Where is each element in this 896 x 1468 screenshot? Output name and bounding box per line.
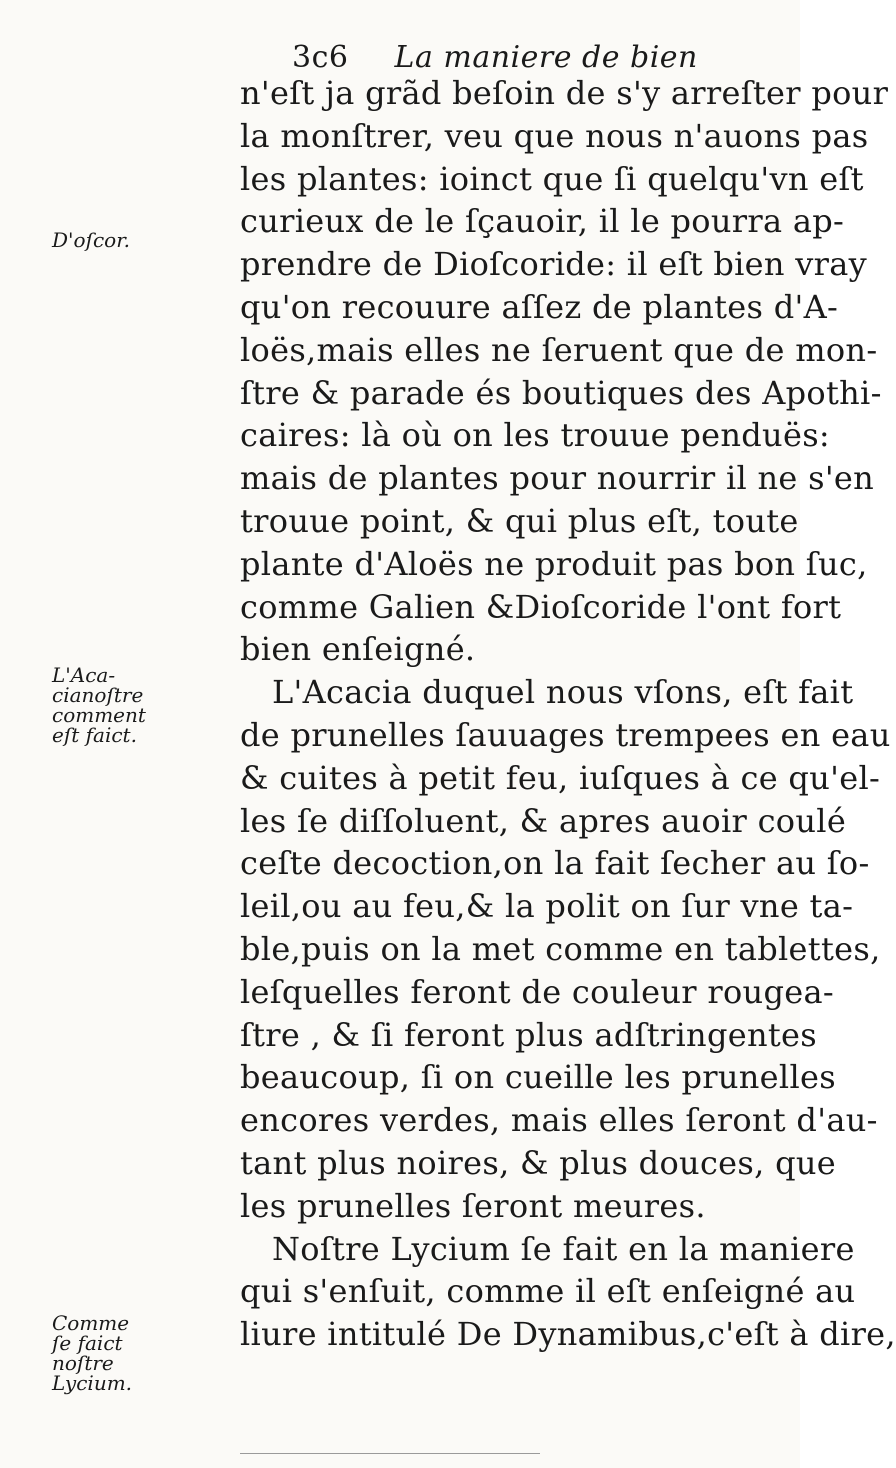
running-header [292,40,698,75]
margin-note-line: noſtre [52,1351,114,1375]
text-line: & cuites à petit feu, iuſques à ce qu'el- [240,758,881,797]
text-line: les plantes: ioinct que ſi quelqu'vn eſt [240,159,864,198]
margin-note-line: Comme [52,1311,130,1335]
margin-note-acacia [52,665,232,745]
text-line: qu'on recouure aſſez de plantes d'A- [240,287,839,326]
margin-note-line: eſt faict. [52,723,137,747]
margin-note-line: ſe faict [52,1331,123,1355]
text-line: de prunelles ſauuages trempees en eau [240,715,891,754]
text-line: curieux de le ſçauoir, il le pourra ap- [240,202,845,241]
margin-note-dioscor [52,230,232,250]
text-line: ſtre , & ſi feront plus adſtringentes [240,1015,818,1054]
text-line: ceſte decoction,on la fait ſecher au ſo- [240,844,870,883]
footer-rule [240,1453,540,1454]
text-line: mais de plantes pour nourrir il ne s'en [240,459,875,498]
margin-note-line: cianoſtre [52,683,144,707]
text-line: L'Acacia duquel nous vſons, eſt fait [272,673,854,712]
text-line: encores verdes, mais elles ſeront d'au- [240,1101,878,1140]
text-line: loës,mais elles ne ſeruent que de mon- [240,330,878,369]
text-line: qui s'enſuit, comme il eſt enſeigné au [240,1272,856,1311]
page-number: 3c6 [292,40,349,75]
text-line: ſtre & parade és boutiques des Apothi- [240,373,882,412]
margin-note-line: L'Aca- [52,663,116,687]
text-line: les ſe diſſoluent, & apres auoir coulé [240,801,847,840]
text-line: n'eſt ja grãd beſoin de s'y arreſter pour [240,74,889,112]
text-line: les prunelles ſeront meures. [240,1186,706,1225]
text-line: leſquelles feront de couleur rougea- [240,972,834,1011]
text-line: beaucoup, ſi on cueille les prunelles [240,1058,836,1097]
text-line: trouue point, & qui plus eſt, toute [240,501,799,540]
margin-note-line: D'oſcor. [52,228,130,252]
body-text [240,72,896,1356]
text-line: comme Galien &Dioſcoride l'ont fort [240,587,842,626]
text-line: liure intitulé De Dynamibus,c'eſt à dire, [240,1315,896,1354]
text-line: prendre de Dioſcoride: il eſt bien vray [240,245,868,284]
text-line: la monſtrer, veu que nous n'auons pas [240,116,869,155]
text-line: caires: là où on les trouue penduës: [240,416,831,455]
text-line: Noſtre Lycium ſe fait en la maniere [272,1229,855,1268]
text-line: leil,ou au feu,& la polit on ſur vne ta- [240,887,854,926]
running-title: La maniere de bien [394,40,698,75]
text-line: ble,puis on la met comme en tablettes, [240,929,881,968]
text-line: bien enſeigné. [240,630,476,669]
text-line: plante d'Aloës ne produit pas bon ſuc, [240,544,868,583]
text-line: tant plus noires, & plus douces, que [240,1143,837,1182]
margin-note-line: Lycium. [52,1371,133,1395]
margin-note-line: comment [52,703,146,727]
margin-note-lycium [52,1313,232,1393]
